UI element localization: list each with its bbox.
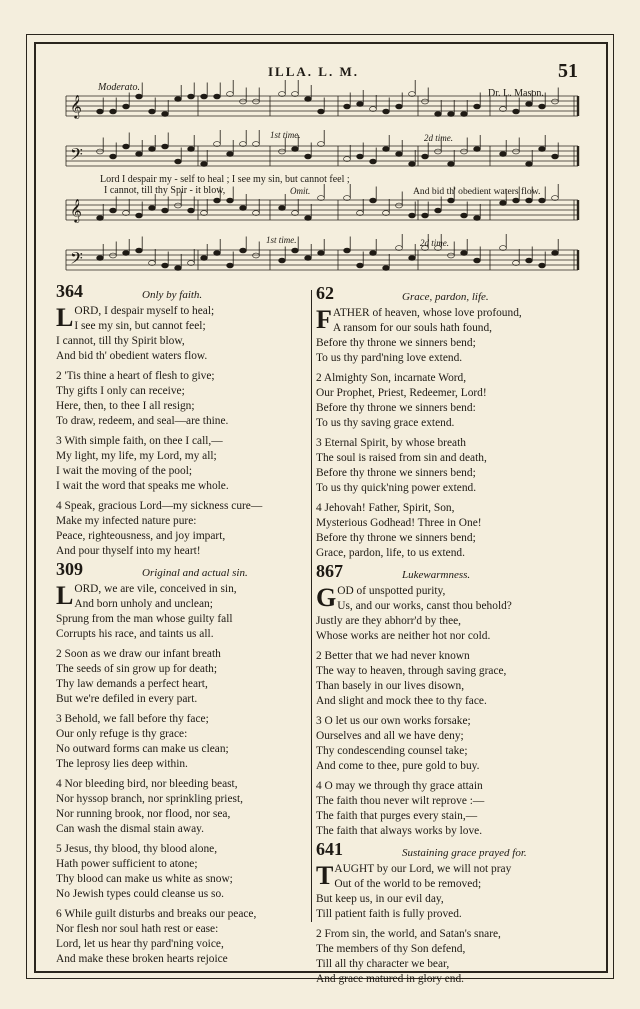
score-lyric-line-1: Lord I despair my - self to heal ; I see my sin, but cannot feel ; [100, 174, 350, 185]
drop-cap: G [316, 583, 337, 612]
hymn [56, 281, 308, 559]
verse-line: 6 While guilt disturbs and breaks our peace, [56, 908, 257, 920]
note [253, 253, 260, 258]
verse-line: Nor hyssop branch, nor sprinkling priest, [56, 793, 243, 805]
drop-cap: L [56, 581, 74, 610]
verse-line: My light, my life, my Lord, my all; [56, 450, 217, 462]
hymn-title: Original and actual sin. [142, 567, 248, 579]
hymn-title: Sustaining grace prayed for. [402, 847, 527, 859]
note [526, 198, 533, 203]
hymn-heading [56, 559, 308, 582]
note [136, 248, 143, 253]
note [552, 154, 559, 159]
note [188, 94, 195, 99]
verse-line: 4 Jehovah! Father, Spirit, Son, [316, 502, 455, 514]
hymn-heading [316, 283, 582, 306]
note [539, 147, 546, 152]
verse-line: Lord, let us hear thy pard'ning voice, [56, 938, 224, 950]
note [552, 99, 559, 104]
note [162, 263, 169, 268]
verse-line: 3 Behold, we fall before thy face; [56, 713, 209, 725]
note [149, 147, 156, 152]
verse-line: Till patient faith is fully proved. [316, 908, 462, 920]
verse [56, 777, 308, 837]
note [474, 104, 481, 109]
verse-line: I see my sin, but cannot feel; [74, 320, 206, 332]
verse-line: 2 From sin, the world, and Satan's snare, [316, 928, 501, 940]
note [175, 266, 182, 271]
verse-line: To draw, redeem, and seal—are thine. [56, 415, 229, 427]
verse-line: And come to thee, pure gold to buy. [316, 760, 480, 772]
verse-line: I cannot, till thy Spirit blow, [56, 335, 185, 347]
verse [316, 584, 582, 644]
verse-line: Out of the world to be removed; [334, 878, 482, 890]
verse-line: And grace matured in glory end. [316, 973, 465, 985]
verse-line: 4 Nor bleeding bird, nor bleeding beast, [56, 778, 238, 790]
verse-line: Than basely in our lives disown, [316, 680, 465, 692]
note [162, 144, 169, 149]
verse-line: Mysterious Godhead! Three in One! [316, 517, 482, 529]
note [175, 203, 182, 208]
verse-line: Sprung from the man whose guilty fall [56, 613, 233, 625]
note [201, 256, 208, 261]
note [448, 112, 455, 117]
note [188, 147, 195, 152]
note [461, 112, 468, 117]
note [370, 159, 377, 164]
note [227, 198, 234, 203]
verse-line-text: AUGHT by our Lord, we will not pray [334, 863, 512, 875]
verse-line: Ourselves and all we have deny; [316, 730, 464, 742]
hymn [316, 283, 582, 561]
verse [316, 501, 582, 561]
note [539, 198, 546, 203]
hymn-title: Lukewarmness. [402, 569, 471, 581]
note [513, 149, 520, 154]
verse-line: But keep us, in our evil day, [316, 893, 444, 905]
note [214, 251, 221, 256]
note [344, 248, 351, 253]
note [357, 154, 364, 159]
note [383, 109, 390, 114]
verse-line: The faith that purges every stain,— [316, 810, 478, 822]
verse-line-text: ATHER of heaven, whose love profound, [332, 307, 522, 319]
verse-line: The way to heaven, through saving grace, [316, 665, 507, 677]
left-column [56, 281, 308, 972]
note [435, 149, 442, 154]
note [227, 152, 234, 157]
hymn-heading [316, 561, 582, 584]
verse-line: To us thy quick'ning power extend. [316, 482, 477, 494]
note [279, 258, 286, 263]
verse-line: Before thy throne we sinners bend; [316, 467, 476, 479]
verse-line: But we're defiled in every part. [56, 693, 198, 705]
note [552, 251, 559, 256]
note [435, 112, 442, 117]
note [110, 253, 117, 258]
hymn-number: 364 [56, 281, 83, 301]
note [422, 213, 429, 218]
verse [316, 436, 582, 496]
verse-line: 2 Better that we had never known [316, 650, 470, 662]
verse [56, 304, 308, 364]
verse-line: 2 'Tis thine a heart of flesh to give; [56, 370, 215, 382]
note [474, 258, 481, 263]
verse-line: Here, then, to thee I all resign; [56, 400, 195, 412]
verse-line: Justly are they abhorr'd by thee, [316, 615, 462, 627]
verse-line: The members of thy Son defend, [316, 943, 466, 955]
note [539, 263, 546, 268]
clef-icon: 𝄢 [70, 250, 83, 272]
verse [316, 714, 582, 774]
verse-line: No Jewish types could cleanse us so. [56, 888, 224, 900]
note [526, 162, 533, 167]
hymn [316, 561, 582, 839]
note [123, 251, 130, 256]
note [318, 109, 325, 114]
note [409, 213, 416, 218]
note [188, 208, 195, 213]
note [474, 216, 481, 221]
note [357, 263, 364, 268]
note [461, 213, 468, 218]
verse [56, 582, 308, 642]
verse [56, 647, 308, 707]
note [383, 266, 390, 271]
column-divider [311, 290, 312, 922]
verse-line: Thy gifts I only can receive; [56, 385, 185, 397]
score-lyric-line-3: And bid th' obedient waters flow. [413, 186, 541, 197]
verse-line: 2 Almighty Son, incarnate Word, [316, 372, 467, 384]
verse-line: And make these broken hearts rejoice [56, 953, 228, 965]
verse-line: 3 O let us our own works forsake; [316, 715, 471, 727]
note [370, 251, 377, 256]
tempo-marking: Moderato. [98, 82, 140, 93]
verse-line: The soul is raised from sin and death, [316, 452, 487, 464]
note [513, 198, 520, 203]
note [318, 251, 325, 256]
note [461, 149, 468, 154]
verse-line: And born unholy and unclean; [74, 598, 213, 610]
verse-line: Us, and our works, canst thou behold? [337, 600, 512, 612]
note [461, 251, 468, 256]
hymn-heading [316, 839, 582, 862]
verse-line: No outward forms can make us clean; [56, 743, 229, 755]
verse-line-text: ORD, we are vile, conceived in sin, [74, 583, 237, 595]
verse-line: 5 Jesus, thy blood, thy blood alone, [56, 843, 218, 855]
note [175, 159, 182, 164]
verse [316, 649, 582, 709]
note [240, 206, 247, 211]
note [162, 112, 169, 117]
note [97, 216, 104, 221]
verse-line: Corrupts his race, and taints us all. [56, 628, 214, 640]
note [149, 206, 156, 211]
verse [316, 927, 582, 987]
verse-line: The seeds of sin grow up for death; [56, 663, 218, 675]
drop-cap: F [316, 305, 332, 334]
page-number: 51 [558, 60, 578, 82]
note [279, 206, 286, 211]
verse [56, 712, 308, 772]
verse-line: Hath power sufficient to atone; [56, 858, 198, 870]
note [214, 198, 221, 203]
verse [56, 434, 308, 494]
note [162, 208, 169, 213]
verse [316, 306, 582, 366]
note [97, 149, 104, 154]
verse-line: The leprosy lies deep within. [56, 758, 188, 770]
note [240, 99, 247, 104]
verse-line: 3 With simple faith, on thee I call,— [56, 435, 223, 447]
note [474, 147, 481, 152]
verse-line: A ransom for our souls hath found, [332, 322, 493, 334]
verse-line: Before thy throne we sinners bend; [316, 532, 476, 544]
verse-line: Before thy throne we sinners bend; [316, 337, 476, 349]
note [175, 97, 182, 102]
note [409, 256, 416, 261]
verse-line: Peace, righteousness, and joy impart, [56, 530, 226, 542]
note [396, 203, 403, 208]
verse-line: To us thy saving grace extend. [316, 417, 455, 429]
note [513, 109, 520, 114]
hymn-title: Only by faith. [142, 289, 203, 301]
note [279, 149, 286, 154]
note [370, 198, 377, 203]
verse-line: I wait the moving of the pool; [56, 465, 193, 477]
verse-line: I wait the word that speaks me whole. [56, 480, 229, 492]
note [110, 154, 117, 159]
verse-line: And bid th' obedient waters flow. [56, 350, 208, 362]
note [409, 162, 416, 167]
hymn-heading [56, 281, 308, 304]
verse-line: Make my infected nature pure: [56, 515, 197, 527]
verse-line: Till all thy character we bear, [316, 958, 450, 970]
note [253, 99, 260, 104]
clef-icon: 𝄞 [70, 200, 82, 222]
verse-line: Thy blood can make us white as snow; [56, 873, 233, 885]
note [448, 253, 455, 258]
note [526, 258, 533, 263]
note [422, 99, 429, 104]
note [305, 256, 312, 261]
note [500, 152, 507, 157]
note [214, 94, 221, 99]
note [357, 102, 364, 107]
note [292, 147, 299, 152]
note [305, 216, 312, 221]
omit-mark: Omit. [290, 186, 311, 196]
second-time-mark-1: 2d time. [424, 133, 453, 143]
drop-cap: L [56, 303, 74, 332]
right-column [316, 283, 582, 992]
verse-line: 4 Speak, gracious Lord—my sickness cure— [56, 500, 263, 512]
verse-line-text: OD of unspotted purity, [337, 585, 446, 597]
note [227, 263, 234, 268]
hymn-number: 867 [316, 561, 343, 581]
verse [56, 499, 308, 559]
verse-line: 4 O may we through thy grace attain [316, 780, 483, 792]
note [97, 256, 104, 261]
verse-line: To us thy pard'ning love extend. [316, 352, 463, 364]
tune-title: ILLA. L. M. [268, 64, 359, 79]
hymn [56, 559, 308, 967]
first-time-mark-1: 1st time. [270, 130, 301, 140]
clef-icon: 𝄢 [70, 146, 83, 168]
first-time-mark-2: 1st time. [266, 235, 297, 245]
verse-line: Whose works are neither hot nor cold. [316, 630, 491, 642]
verse [56, 907, 308, 967]
verse-line: The faith thou never wilt reprove :— [316, 795, 485, 807]
note [201, 162, 208, 167]
second-time-mark-2: 2d time. [420, 238, 449, 248]
verse-line: Nor flesh nor soul hath rest or ease: [56, 923, 219, 935]
note [240, 248, 247, 253]
verse-line: And slight and mock thee to thy face. [316, 695, 487, 707]
verse-line: 3 Eternal Spirit, by whose breath [316, 437, 466, 449]
verse-line: Our Prophet, Priest, Redeemer, Lord! [316, 387, 487, 399]
verse [316, 371, 582, 431]
note [448, 198, 455, 203]
score-lyric-line-2: I cannot, till thy Spir - it blow, [104, 185, 226, 196]
drop-cap: T [316, 861, 334, 890]
note [136, 152, 143, 157]
verse-line: And pour thyself into my heart! [56, 545, 201, 557]
note [149, 109, 156, 114]
clef-icon: 𝄞 [70, 96, 82, 118]
verse-line: Thy law demands a perfect heart, [56, 678, 208, 690]
verse-line: Can wash the dismal stain away. [56, 823, 204, 835]
music-score [0, 0, 640, 280]
hymn-number: 62 [316, 283, 334, 303]
note [448, 162, 455, 167]
hymn-number: 309 [56, 559, 83, 579]
verse-line: 2 Soon as we draw our infant breath [56, 648, 221, 660]
note [110, 208, 117, 213]
note [422, 154, 429, 159]
note [123, 144, 130, 149]
note [396, 104, 403, 109]
composer: Dr. L. Mason. [488, 88, 544, 99]
note [110, 109, 117, 114]
note [539, 104, 546, 109]
note [396, 152, 403, 157]
hymn-number: 641 [316, 839, 343, 859]
note [123, 104, 130, 109]
note [136, 94, 143, 99]
note [305, 154, 312, 159]
note [292, 248, 299, 253]
note [305, 97, 312, 102]
verse-line: Before thy throne we sinners bend: [316, 402, 476, 414]
note [344, 104, 351, 109]
verse-line: Thy condescending counsel take; [316, 745, 468, 757]
verse-line-text: ORD, I despair myself to heal; [74, 305, 215, 317]
verse [56, 842, 308, 902]
verse [316, 779, 582, 839]
verse [56, 369, 308, 429]
verse [316, 862, 582, 922]
verse-line: Nor running brook, nor flood, nor sea, [56, 808, 231, 820]
note [526, 102, 533, 107]
note [500, 201, 507, 206]
note [136, 213, 143, 218]
hymn [316, 839, 582, 987]
verse-line: Our only refuge is thy grace: [56, 728, 188, 740]
verse-line: Grace, pardon, life, to us extend. [316, 547, 465, 559]
note [435, 208, 442, 213]
note [97, 109, 104, 114]
verse-line: The faith that always works by love. [316, 825, 483, 837]
note [383, 147, 390, 152]
hymn-title: Grace, pardon, life. [402, 291, 489, 303]
note [201, 94, 208, 99]
